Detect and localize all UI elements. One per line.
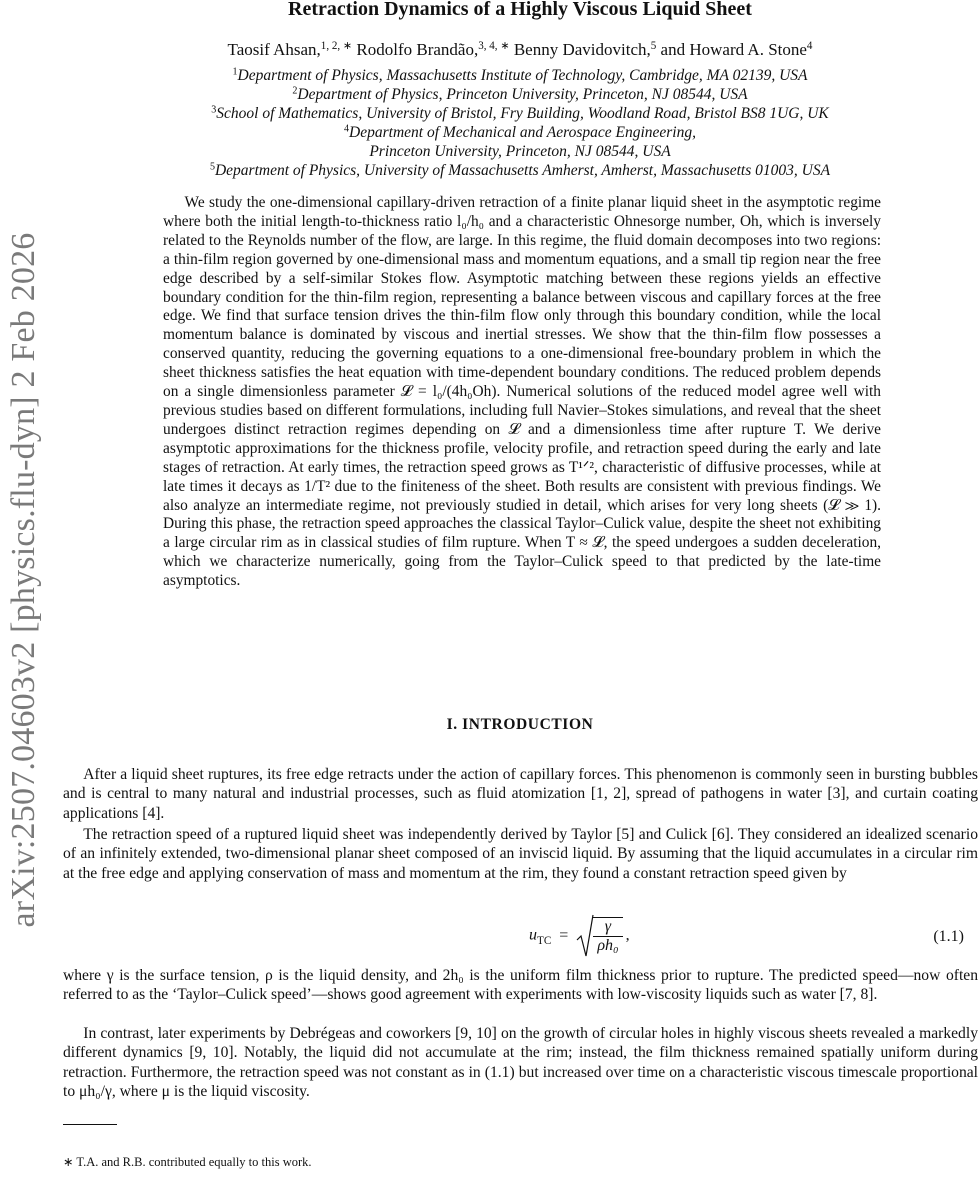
affiliation-text: Department of Mechanical and Aerospace Engineering,: [349, 124, 696, 141]
affiliations: [0, 66, 978, 180]
arxiv-side-stamp: arXiv:2507.04603v2 [physics.flu-dyn] 2 Feb 2026: [5, 232, 42, 928]
equation-lhs-subscript: TC: [537, 934, 552, 947]
affiliation-line: [0, 66, 978, 85]
intro-paragraph-1: After a liquid sheet ruptures, its free edge retracts under the action of capillary forces. This phenomenon is commonly seen in bursting bubbles and is central to many natural and industrial processes, such as fluid atomization [1, 2], spread of pathogens in water [3], and curtain coating applications [4].: [63, 766, 978, 822]
author: Rodolfo Brandão,: [356, 40, 479, 59]
affiliation-marker: 2: [292, 85, 298, 97]
affiliation-text: Department of Physics, Princeton University, Princeton, NJ 08544, USA: [297, 86, 748, 103]
author: Benny Davidovitch,: [513, 40, 651, 59]
affiliation-line: [0, 142, 978, 161]
author-list: [0, 40, 978, 60]
affiliation-text: Princeton University, Princeton, NJ 08544, USA: [369, 143, 671, 160]
affiliation-text: School of Mathematics, University of Bristol, Fry Building, Woodland Road, Bristol BS8 1UG, UK: [216, 105, 829, 122]
equation-number: (1.1): [933, 928, 964, 945]
affiliation-marker: 5: [209, 161, 215, 173]
equation-denominator: ρh₀: [597, 937, 619, 954]
intro-paragraph-2: The retraction speed of a ruptured liquid sheet was independently derived by Taylor [5] and Culick [6]. They considered an idealized scenario of an infinitely extended, two-dimensional planar sheet composed of an inviscid liquid. By assuming that the liquid accumulates in a circular rim at the free edge and applying conservation of mass and momentum at the rim, they found a constant retraction speed given by: [63, 826, 978, 882]
equation-comma: ,: [625, 926, 630, 944]
footnote: ∗ T.A. and R.B. contributed equally to this work.: [63, 1155, 312, 1169]
abstract: We study the one-dimensional capillary-driven retraction of a finite planar liquid sheet in the asymptotic regime where both the initial length-to-thickness ratio l₀/h₀ and a characteristic Ohnesorge number, Oh, which is inversely related to the Reynolds number of the flow, are large. In this regime, the fluid domain decomposes into two regions: a thin-film region governed by one-dimensional mass and momentum equations, and a small tip region near the free edge described by a self-similar Stokes flow. Asymptotic matching between these regions yields an effective boundary condition for the thin-film region, representing a balance between viscous and capillary forces at the free edge. We find that surface tension drives the thin-film flow only through this boundary condition, while the local momentum balance is dominated by viscous and inertial stresses. We show that the thin-film flow possesses a conserved quantity, reducing the governing equations to a one-dimensional free-boundary problem in which the sheet thickness satisfies the heat equation with time-dependent boundary conditions. The reduced problem depends on a single dimensionless parameter 𝓛 = l₀/(4h₀Oh). Numerical solutions of the reduced model agree well with previous studies based on different formulations, including full Navier–Stokes simulations, and reveal that the sheet undergoes distinct retraction regimes depending on 𝓛 and a dimensionless time after rupture T. We derive asymptotic approximations for the thickness profile, velocity profile, and retraction speed during the early and late stages of retraction. At early times, the retraction speed grows as T¹ᐟ², characteristic of diffusive processes, while at late times it decays as 1/T² due to the finiteness of the sheet. Both results are consistent with previous findings. We also analyze an intermediate regime, not previously studied in detail, which arises for very long sheets (𝓛 ≫ 1). During this phase, the retraction speed approaches the classical Taylor–Culick value, despite the sheet not exhibiting a large circular rim as in classical studies of film rupture. When T ≈ 𝓛, the speed undergoes a sudden deceleration, which we characterize numerically, going from the Taylor–Culick speed to that predicted by the late-time asymptotics.: [163, 194, 881, 590]
footnote-rule: [63, 1124, 117, 1125]
author: and Howard A. Stone: [660, 40, 807, 59]
affiliation-line: [0, 85, 978, 104]
equation-body: [529, 914, 630, 958]
sqrt-sign-icon: [576, 914, 594, 958]
intro-paragraph-3: where γ is the surface tension, ρ is the liquid density, and 2h₀ is the uniform film thickness prior to rupture. The predicted speed—now often referred to as the ‘Taylor–Culick speed’—shows good agreement with experiments with low-viscosity liquids such as water [7, 8].: [63, 967, 978, 1004]
equation-numerator: γ: [593, 918, 622, 937]
affiliation-marker: 1: [232, 66, 238, 78]
equation-lhs: u: [529, 926, 537, 944]
author-affil-marker: 1, 2, ∗: [320, 39, 353, 52]
author-affil-marker: 4: [806, 39, 813, 52]
author-affil-marker: 5: [650, 39, 657, 52]
affiliation-marker: 4: [344, 123, 350, 135]
section-heading-introduction: I. INTRODUCTION: [446, 716, 594, 733]
affiliation-line: [0, 161, 978, 180]
affiliation-text: Department of Physics, University of Massachusetts Amherst, Amherst, Massachusetts 01003, USA: [214, 162, 831, 179]
author-affil-marker: 3, 4, ∗: [478, 39, 510, 52]
affiliation-line: [0, 104, 978, 123]
author: Taosif Ahsan,: [227, 40, 321, 59]
equation-equals: =: [559, 926, 569, 944]
equation-fraction: [593, 917, 622, 955]
affiliation-line: [0, 123, 978, 142]
equation-1-1: [63, 906, 978, 962]
paper-title: Retraction Dynamics of a Highly Viscous Liquid Sheet: [288, 0, 752, 20]
affiliation-marker: 3: [211, 104, 217, 116]
affiliation-text: Department of Physics, Massachusetts Institute of Technology, Cambridge, MA 02139, USA: [237, 67, 808, 84]
intro-paragraph-4: In contrast, later experiments by Debrégeas and coworkers [9, 10] on the growth of circular holes in highly viscous sheets revealed a markedly different dynamics [9, 10]. Notably, the liquid did not accumulate at the rim; instead, the film thickness remained spatially uniform during retraction. Furthermore, the retraction speed was not constant as in (1.1) but increased over time on a characteristic viscous timescale proportional to μh₀/γ, where μ is the liquid viscosity.: [63, 1025, 978, 1100]
